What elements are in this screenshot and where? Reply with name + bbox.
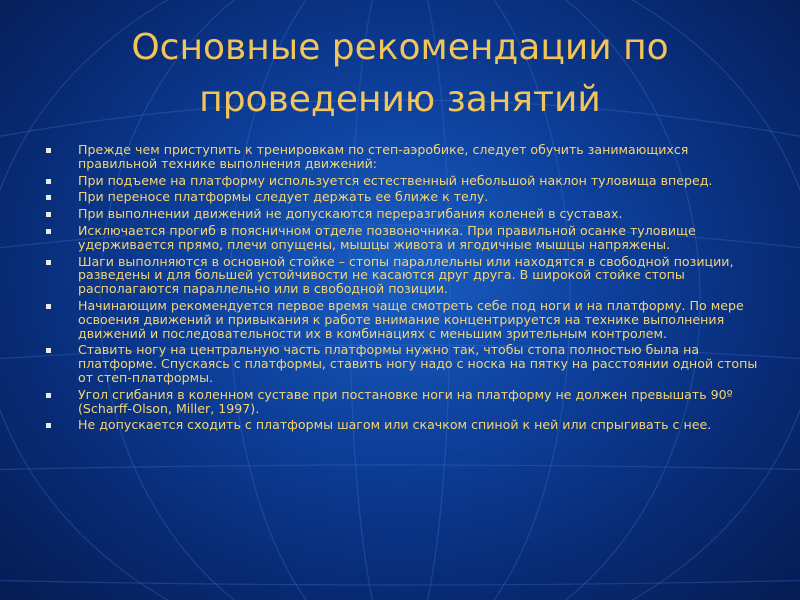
title-line-1: Основные рекомендации по [131, 27, 669, 68]
title-line-2: проведению занятий [199, 79, 601, 120]
list-item-text: Прежде чем приступить к тренировкам по степ-аэробике, следует обучить занимающихся правильной технике выполнения движений: [78, 142, 689, 171]
list-item [40, 207, 760, 221]
list-item-text: Не допускается сходить с платформы шагом или скачком спиной к ней или спрыгивать с нее. [78, 417, 712, 433]
slide-title [0, 22, 800, 126]
bullet-icon [46, 229, 51, 234]
recommendations-list [40, 143, 760, 435]
bullet-icon [46, 195, 51, 200]
list-item [40, 299, 760, 340]
list-item [40, 190, 760, 204]
list-item-text: При переносе платформы следует держать ее ближе к телу. [78, 189, 489, 205]
list-item [40, 143, 760, 171]
list-item [40, 255, 760, 296]
bullet-icon [46, 423, 51, 428]
bullet-icon [46, 348, 51, 353]
list-item [40, 418, 760, 432]
bullet-icon [46, 212, 51, 217]
list-item-text: При выполнении движений не допускаются переразгибания коленей в суставах. [78, 206, 623, 222]
list-item-text: Угол сгибания в коленном суставе при постановке ноги на платформу не должен превышать 90º (Scharff-Olson, Miller, 1997). [78, 386, 733, 416]
list-item [40, 388, 760, 416]
bullet-icon [46, 260, 51, 265]
list-item-text: Исключается прогиб в поясничном отделе позвоночника. При правильной осанке туловище удерживается прямо, плечи опущены, мышцы живота и ягодичные мышцы напряжены. [78, 222, 696, 252]
list-item [40, 224, 760, 252]
bullet-icon [46, 393, 51, 398]
bullet-icon [46, 179, 51, 184]
list-item-text: При подъеме на платформу используется естественный небольшой наклон туловища вперед. [78, 172, 713, 188]
list-item-text: Шаги выполняются в основной стойке – стопы параллельны или находятся в свободной позиции, разведены и для большей устойчивости не касаются друг друга. В широкой стойке стопы располагаются параллельно или в свободной позиции. [78, 253, 734, 297]
bullet-icon [46, 148, 51, 153]
bullet-icon [46, 304, 51, 309]
list-item [40, 343, 760, 384]
list-item [40, 174, 760, 188]
list-item-text: Начинающим рекомендуется первое время чаще смотреть себе под ноги и на платформу. По мере освоения движений и привыкания к работе внимание концентрируется на технике выполнения движений и последовательности их в комбинациях с меньшим зрительным контролем. [78, 297, 744, 341]
list-item-text: Ставить ногу на центральную часть платформы нужно так, чтобы стопа полностью была на платформе. Спускаясь с платформы, ставить ногу надо с носка на пятку на расстоянии одной стопы от степ-платформы. [78, 342, 758, 385]
